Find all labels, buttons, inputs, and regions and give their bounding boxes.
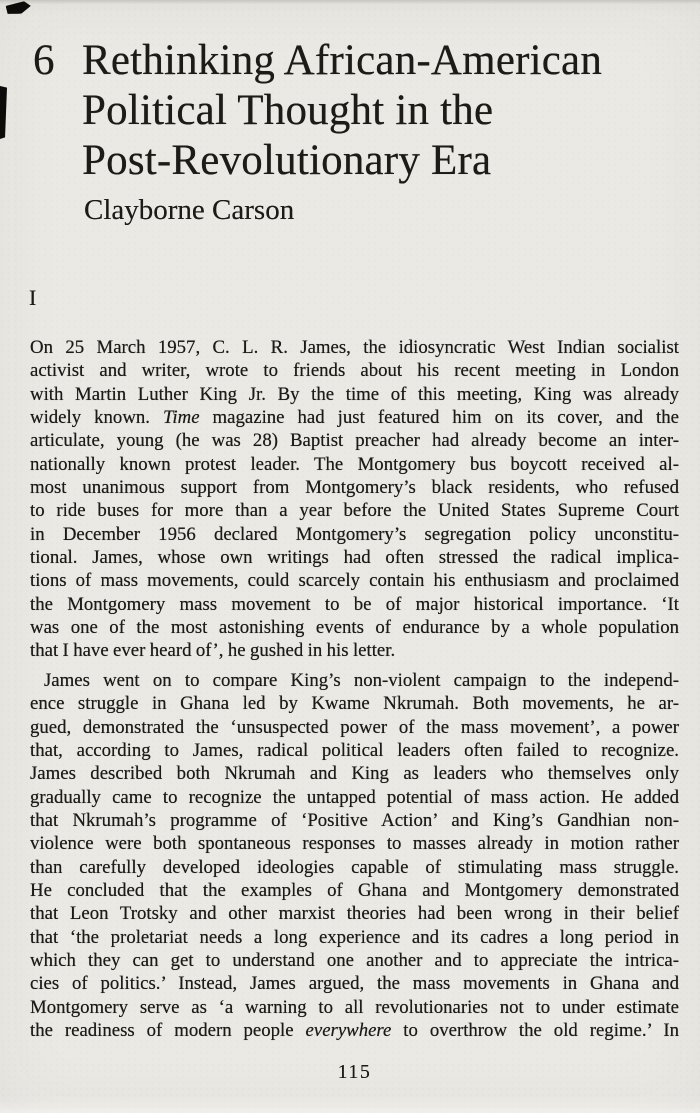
text-line: which they can get to understand one another and to appreciate the intrica- xyxy=(30,949,679,971)
text-line: most unanimous support from Montgomery’s black residents, who refused xyxy=(30,477,679,499)
text-line: cies of politics.’ Instead, James argued, the mass movements in Ghana and xyxy=(30,973,679,995)
text-line: James went on to compare King’s non-violent campaign to the independ- xyxy=(44,669,679,691)
chapter-number: 6 xyxy=(33,37,55,84)
text-line: to ride buses for more than a year before the United States Supreme Court xyxy=(30,500,679,522)
text-line: tional. James, whose own writings had often stressed the radical implica- xyxy=(30,547,679,569)
text-line: Montgomery serve as ‘a warning to all revolutionaries not to under estimate xyxy=(30,996,679,1018)
text-line: On 25 March 1957, C. L. R. James, the idiosyncratic West Indian socialist xyxy=(30,337,679,358)
text-line: the Montgomery mass movement to be of major historical importance. ‘It xyxy=(30,593,679,615)
text-line: violence were both spontaneous responses to masses already in motion rather xyxy=(30,833,679,855)
chapter-title-line-1: Rethinking African-American xyxy=(82,37,603,84)
paragraph xyxy=(30,336,679,663)
text-line: articulate, young (he was 28) Baptist preacher had already become an inter- xyxy=(30,430,679,452)
text-line: the readiness of modern people everywhere to overthrow the old regime.’ In xyxy=(30,1019,679,1041)
text-line: that I have ever heard of’, he gushed in his letter. xyxy=(30,640,396,662)
scan-artifact-left-bar xyxy=(0,86,7,139)
chapter-title-line-3: Post-Revolutionary Era xyxy=(82,137,492,184)
text-line: nationally known protest leader. The Montgomery bus boycott received al- xyxy=(30,453,679,475)
text-line: than carefully developed ideologies capable of stimulating mass struggle. xyxy=(30,856,679,878)
text-line: tions of mass movements, could scarcely contain his enthusiasm and proclaimed xyxy=(30,570,679,592)
text-line: activist and writer, wrote to friends about his recent meeting in London xyxy=(30,360,679,382)
text-line: that ‘the proletariat needs a long experience and its cadres a long period in xyxy=(30,926,679,948)
chapter-author: Clayborne Carson xyxy=(84,194,295,226)
chapter-title xyxy=(82,36,682,186)
text-line: gradually came to recognize the untapped potential of mass action. He added xyxy=(30,786,679,808)
text-line: that Nkrumah’s programme of ‘Positive Action’ and King’s Gandhian non- xyxy=(30,809,679,831)
scan-artifact-corner xyxy=(5,1,31,16)
chapter-title-line-2: Political Thought in the xyxy=(82,87,494,134)
body-text xyxy=(30,336,679,1042)
paragraph xyxy=(30,669,679,1043)
text-line: He concluded that the examples of Ghana and Montgomery demonstrated xyxy=(30,879,679,901)
text-line: with Martin Luther King Jr. By the time of this meeting, King was already xyxy=(30,383,679,405)
text-line: ence struggle in Ghana led by Kwame Nkrumah. Both movements, he ar- xyxy=(30,693,679,715)
text-line: James described both Nkrumah and King as leaders who themselves only xyxy=(30,763,679,785)
section-marker: I xyxy=(29,285,37,310)
text-line: that, according to James, radical political leaders often failed to recognize. xyxy=(30,739,679,761)
text-line: that Leon Trotsky and other marxist theories had been wrong in their belief xyxy=(30,903,679,925)
text-line: was one of the most astonishing events of endurance by a whole population xyxy=(30,617,679,639)
text-line: gued, demonstrated the ‘unsuspected power of the mass movement’, a power xyxy=(30,716,679,738)
text-line: widely known. Time magazine had just featured him on its cover, and the xyxy=(30,407,679,429)
text-line: in December 1956 declared Montgomery’s segregation policy unconstitu- xyxy=(30,523,679,545)
page-number: 115 xyxy=(337,1061,372,1083)
